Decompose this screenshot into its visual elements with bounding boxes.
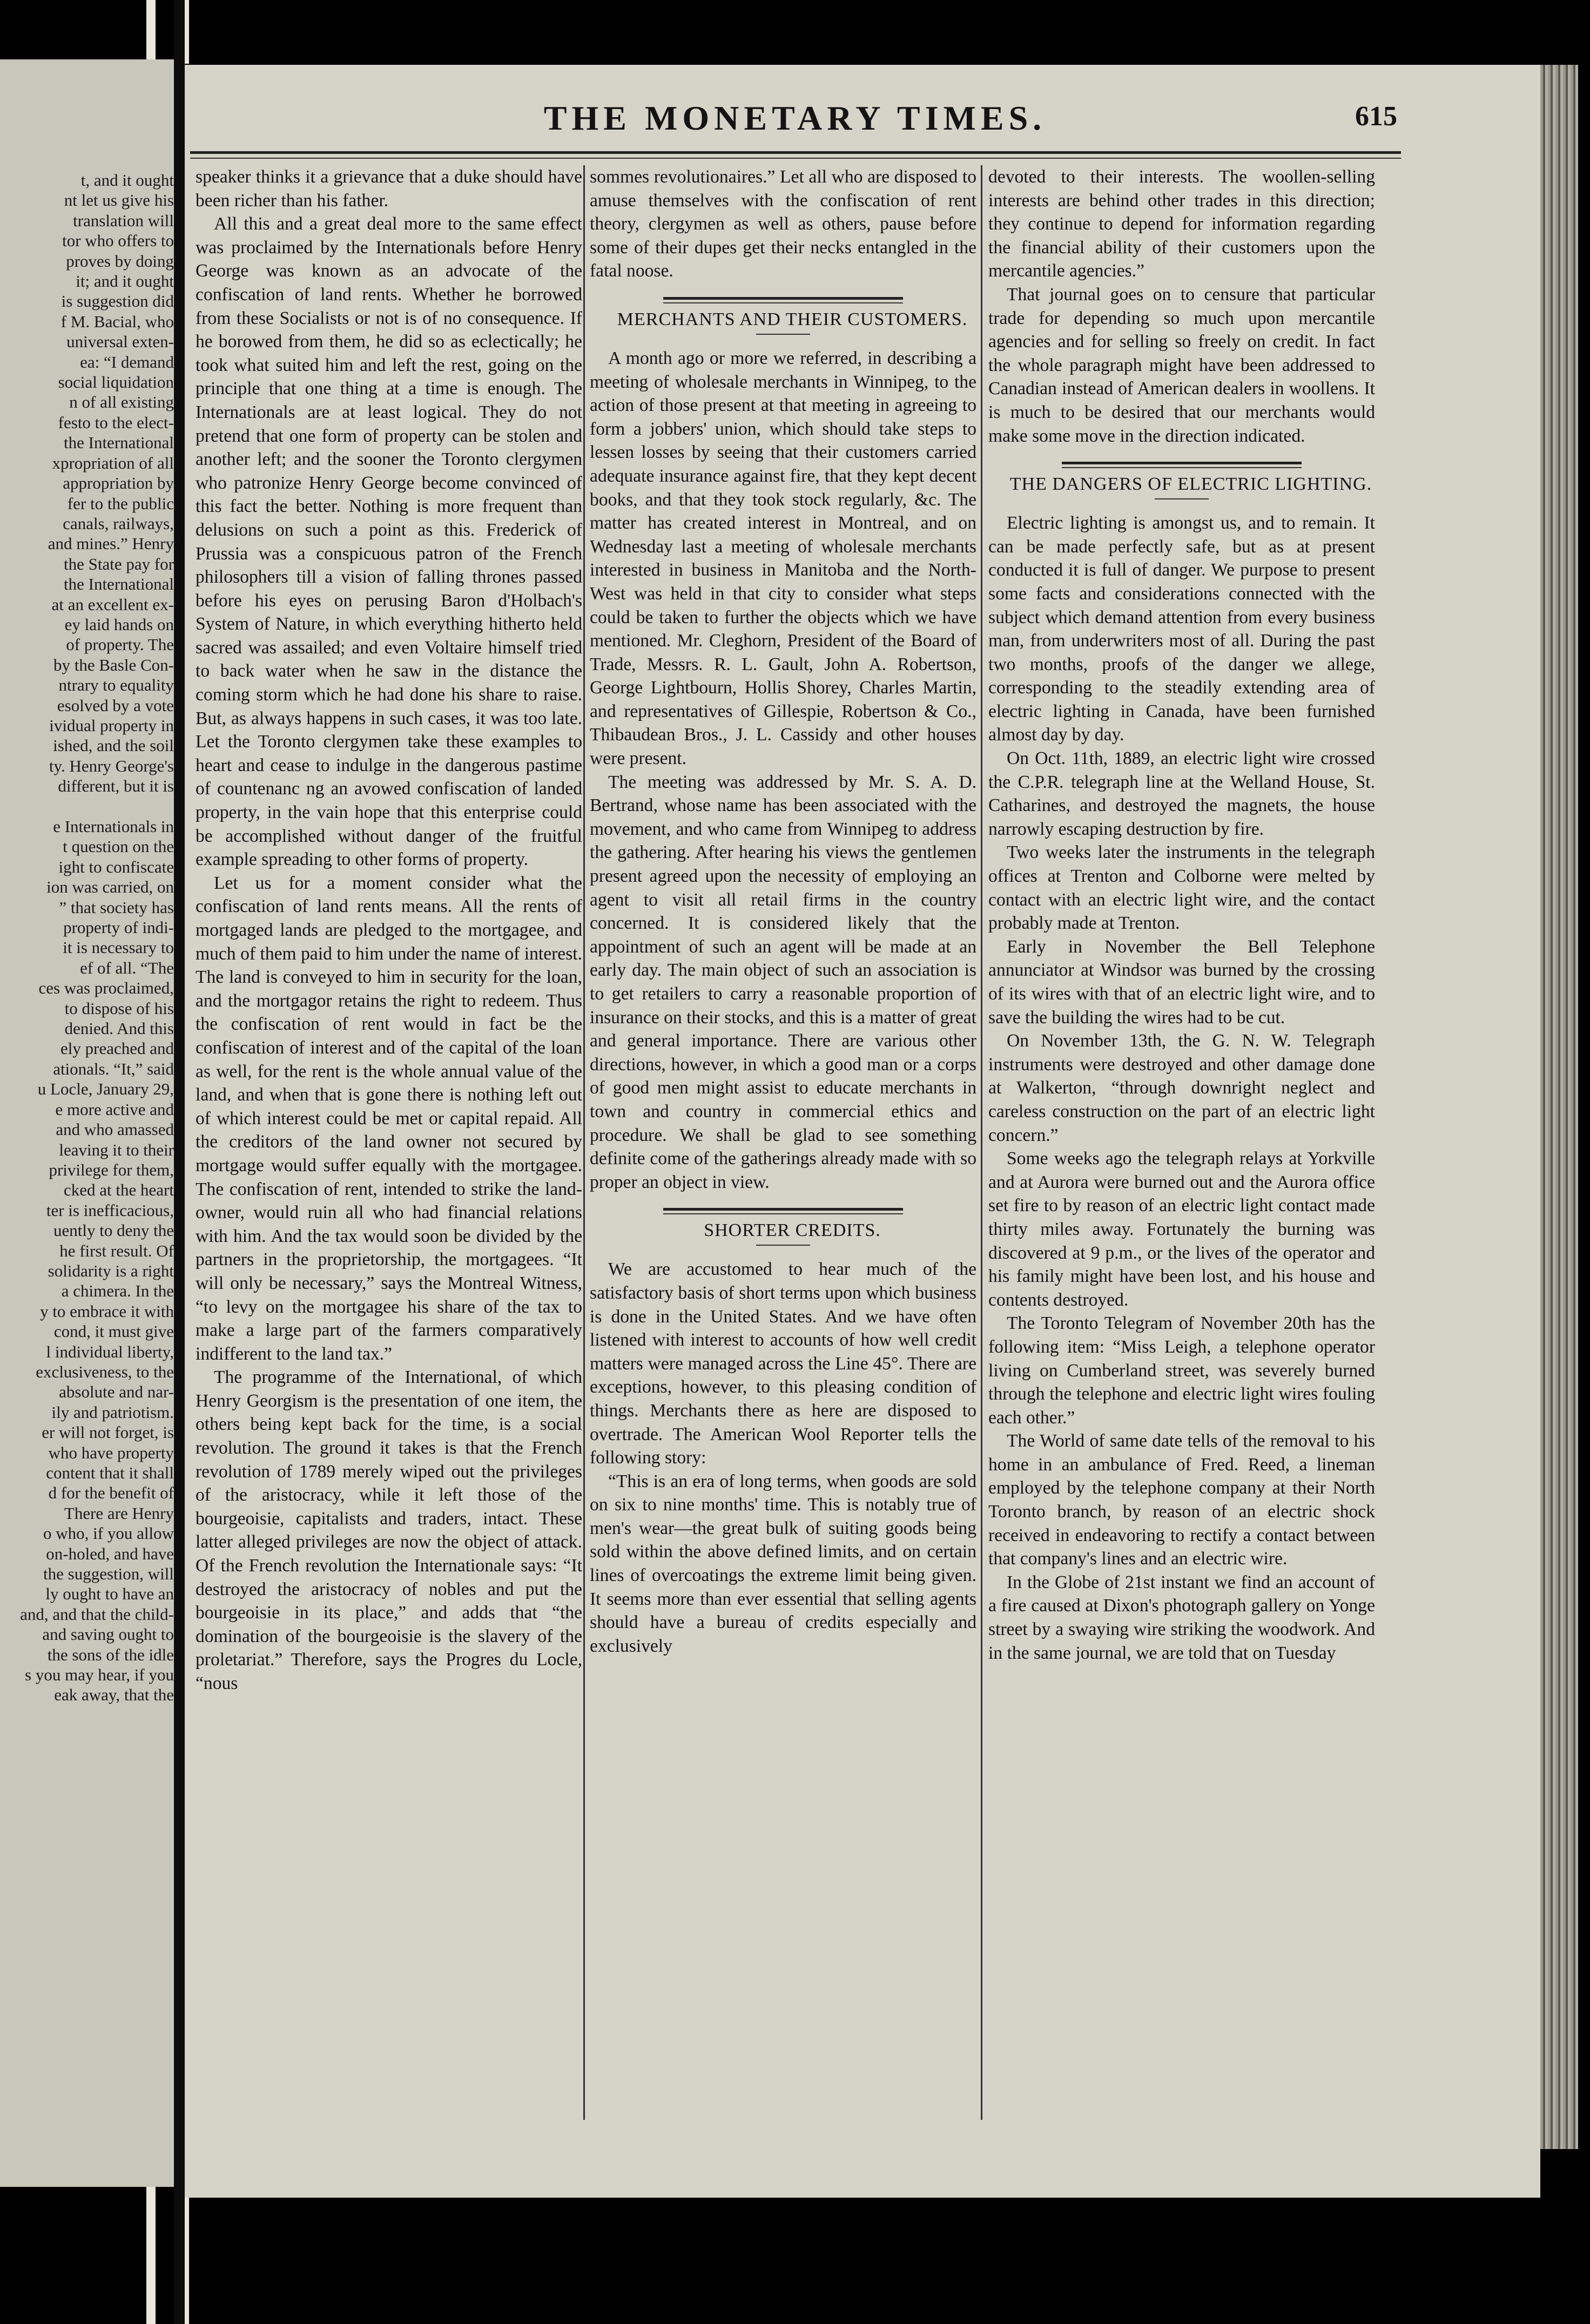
previous-page-line: to dispose of his <box>64 998 174 1018</box>
col1-paragraph: speaker thinks it a grievance that a duke should have been richer than his father. <box>196 167 582 211</box>
page-header <box>185 98 1540 141</box>
previous-page-line: nt let us give his <box>64 191 174 210</box>
previous-page-line: absolute and nar- <box>59 1382 174 1402</box>
previous-page-line: esolved by a vote <box>57 695 174 715</box>
previous-page-line: festo to the elect- <box>58 413 174 432</box>
previous-page-line: property of indi- <box>63 918 174 937</box>
col1-paragraph: The programme of the International, of which Henry Georgism is the presentation of one item, the others being kept back for the time, is a social revolution. The ground it takes is that the French revolution of 1789 merely wiped out the privileges of the aristocracy, while it left those of the bourgeoisie, capitalists and traders, intact. These latter alleged privileges are now the object of attack. Of the French revolution the Internationale says: “It destroyed the aristocracy of nobles and put the bourgeoisie in its place,” and adds that “the domination of the bourgeoisie is the slavery of the proletariat.” Therefore, says the Progres du Locle, “nous <box>196 1367 582 1693</box>
previous-page-line: and who amassed <box>56 1120 174 1139</box>
merchants-paragraph: A month ago or more we referred, in describing a meeting of wholesale merchants in Winnipeg, to the action of those present at that meeting in agreeing to form a jobbers' union, which should take steps to lessen losses by seeing that their customers carried adequate insurance against fire, that they kept decent books, and that they took stock regularly, &c. The matter has created interest in Montreal, and on Wednesday last a meeting of wholesale merchants interested in business in Manitoba and the North-West was held in that city to consider what steps could be taken to further the objects which we have mentioned. Mr. Cleghorn, President of the Board of Trade, Messrs. R. L. Gault, John A. Robertson, George Lightbourn, Hollis Shorey, Charles Martin, and representatives of Gillespie, Robertson & Co., Thibaudean Bros., J. L. Cassidy and other houses were present. <box>590 348 976 769</box>
previous-page-line: by the Basle Con- <box>53 655 174 674</box>
previous-page-line: proves by doing <box>66 251 174 271</box>
electric-paragraph: Early in November the Bell Telephone annunciator at Windsor was burned by the crossing of its wires with that of an electric light wire, and to save the building the wires had to be cut. <box>988 936 1375 1028</box>
previous-page-line: xpropriation of all <box>52 453 174 472</box>
col1-paragraph: Let us for a moment consider what the confiscation of land rents means. All the rents of mortgaged lands are pledged to the mortgagee, and much of them paid to him under the name of interest. The land is conveyed to him in security for the loan, and the mortgagor retains the right to redeem. Thus the confiscation of rent would in fact be the confiscation of interest and of the capital of the loan as well, for the rent is the whole annual value of the land, and when that is gone there is nothing left out of which interest could be met or capital repaid. All the creditors of the land owner not secured by mortgage would suffer equally with the mortgagee. The confiscation of rent, intended to strike the land-owner, would ruin all who had financial relations with him. And the tax would soon be divided by the partners in the proprietorship, the mortgagees. “It will only be necessary,” says the Montreal Witness, “to levy on the mortgagee his share of the tax to make a large part of the farmers comparatively indifferent to the land tax.” <box>196 873 582 1364</box>
previous-page-line: social liquidation <box>58 373 174 392</box>
merchants-heading: MERCHANTS AND THEIR CUSTOMERS. <box>617 309 968 329</box>
previous-page-line: exclusiveness, to the <box>36 1362 174 1381</box>
previous-page-line: who have property <box>48 1443 174 1462</box>
newspaper-page <box>185 65 1540 2198</box>
previous-page-line: eak away, that the <box>54 1685 174 1705</box>
previous-page-line: d for the benefit of <box>48 1483 174 1503</box>
previous-page-line: o who, if you allow <box>43 1524 174 1543</box>
previous-page-line: cked at the heart <box>64 1180 174 1200</box>
previous-page-line: translation will <box>73 211 174 230</box>
book-gutter <box>174 0 185 2324</box>
previous-page-line: and saving ought to <box>42 1625 174 1644</box>
electric-paragraph: On Oct. 11th, 1889, an electric light wire crossed the C.P.R. telegraph line at the Welland House, St. Catharines, and destroyed the magnets, the house narrowly escaping destruction by fire. <box>988 748 1375 839</box>
previous-page-line: canals, railways, <box>63 514 174 533</box>
previous-page-line: s you may hear, if you <box>25 1665 174 1685</box>
previous-page-text <box>0 170 174 1705</box>
previous-page-line: ea: “I demand <box>80 352 174 371</box>
previous-page-line: appropriation by <box>63 474 174 493</box>
previous-page-line: t, and it ought <box>80 171 174 190</box>
previous-page-line: ” that society has <box>59 897 174 917</box>
previous-page-line: solidarity is a right <box>48 1261 174 1280</box>
previous-page-line: ty. Henry George's <box>49 756 174 775</box>
col1-paragraph: All this and a great deal more to the same effect was proclaimed by the Internationals before Henry George was known as an advocate of the confiscation of land rents. Whether he borrowed from these Socialists or not is of no consequence. If he borowed from them, he did so as eclectically; he took what suited him and left the rest, going on the principle that one thing at a time is enough. The Internationals are at least logical. They do not pretend that one form of property can be stolen and another left; and the sooner the Toronto clergymen who patronize Henry George become convinced of this fact the better. Nothing is more frequent than delusions on such a point as this. Frederick of Prussia was a conspicuous patron of the French philosophers till a vision of falling thrones passed before his eyes on perusing Baron d'Holbach's System of Nature, in which everything hitherto held sacred was assailed; and even Voltaire himself tried to back water when he saw in the distance the coming storm which he had done his share to raise. But, as always happens in such cases, it was too late. Let the Toronto clergymen take these examples to heart and cease to indulge in the dangerous pastime of countenanc ng an avowed confiscation of landed property, in the vain hope that this enterprise could be accomplished without danger of the fruitful example spreading to other forms of property. <box>196 214 582 870</box>
credits-heading: SHORTER CREDITS. <box>704 1220 881 1241</box>
section-separator <box>663 1208 903 1214</box>
previous-page-line: t question on the <box>63 837 174 856</box>
section-separator <box>663 297 903 303</box>
header-rule-thick <box>190 151 1401 154</box>
column-2 <box>590 165 976 2163</box>
electric-heading: THE DANGERS OF ELECTRIC LIGHTING. <box>1009 474 1372 495</box>
previous-page-line: ter is inefficacious, <box>46 1200 174 1220</box>
previous-page-line: privilege for them, <box>49 1160 174 1179</box>
heading-underline <box>756 334 810 335</box>
previous-page-line: a chimera. In the <box>61 1281 174 1301</box>
previous-page-line: on-holed, and have <box>46 1544 174 1563</box>
previous-page-line <box>0 796 174 816</box>
page-number: 615 <box>1355 101 1397 132</box>
previous-page-line: he first result. Of <box>59 1241 174 1260</box>
previous-page-line: ey laid hands on <box>64 614 174 634</box>
previous-page-line: ished, and the soil <box>53 736 174 755</box>
electric-paragraph: The World of same date tells of the removal to his home in an ambulance of Fred. Reed, a lineman employed by the telephone company at their North Toronto branch, by reason of an electric shock received in endeavoring to rectify a contact between that company's lines and an electric wire. <box>988 1431 1375 1569</box>
previous-page-line: ely preached and <box>60 1039 174 1058</box>
electric-paragraph: Two weeks later the instruments in the telegraph offices at Trenton and Colborne were melted by contact with an electric light wire, and the contact probably made at Trenton. <box>988 842 1375 934</box>
col2-continuation: sommes revolutionaires.” Let all who are disposed to amuse themselves with the confiscation of rent theory, clergymen as well as others, pause before some of their dupes get their necks entangled in the fatal noose. <box>590 167 976 281</box>
electric-paragraph: On November 13th, the G. N. W. Telegraph instruments were destroyed and other damage done at Walkerton, “through downright neglect and careless construction on the part of an electric light concern.” <box>988 1031 1375 1145</box>
header-rule-thin <box>190 158 1401 159</box>
section-separator <box>1062 462 1302 468</box>
previous-page-line: y to embrace it with <box>40 1301 174 1321</box>
col3-continuation: devoted to their interests. The woollen-selling interests are behind other trades in this direction; they continue to depend for information regarding the financial ability of their customers upon the mercantile agencies.” <box>988 167 1375 281</box>
previous-page-line: tor who offers to <box>62 231 174 251</box>
previous-page-line: the International <box>64 433 174 452</box>
previous-page-line: universal exten- <box>66 332 174 352</box>
electric-paragraph: Electric lighting is amongst us, and to remain. It can be made perfectly safe, but as at present conducted it is full of danger. We purpose to present some facts and considerations connected with the subject which demand attention from every business man, from underwriters most of all. During the past two months, proofs of the danger we allege, corresponding to the steadily extending area of electric lighting in Canada, have been furnished almost day by day. <box>988 513 1375 745</box>
column-3 <box>988 165 1375 2163</box>
previous-page-line: content that it shall <box>46 1463 174 1482</box>
previous-page-line: leaving it to their <box>59 1140 174 1159</box>
column-1 <box>196 165 582 2163</box>
previous-page-line: l individual liberty, <box>46 1342 174 1361</box>
previous-page-line: e more active and <box>55 1099 174 1119</box>
col3-continuation-2: That journal goes on to censure that particular trade for depending so much upon mercantile agencies and for selling so freely on credit. In fact the whole paragraph might have been addressed to Canadian instead of American dealers in woollens. It is much to be desired that our merchants would make some move in the direction indicated. <box>988 284 1375 446</box>
previous-page-line: ationals. “It,” said <box>53 1059 174 1078</box>
previous-page-line: and, and that the child- <box>20 1604 174 1624</box>
electric-paragraph: Some weeks ago the telegraph relays at Yorkville and at Aurora were burned out and the Aurora office set fire to by reason of an electric light contact made thirty miles away. Fortunately the burning was discovered at 9 p.m., or the lives of the operator and his family might have been lost, and his house and contents destroyed. <box>988 1149 1375 1310</box>
previous-page-line: ight to confiscate <box>58 857 174 876</box>
previous-page-line: n of all existing <box>69 393 174 412</box>
electric-paragraph: In the Globe of 21st instant we find an account of a fire caused at Dixon's photograph gallery on Yonge street by a swaying wire striking the woodwork. And in the same journal, we are told that on Tuesday <box>988 1572 1375 1663</box>
column-rule-2 <box>981 165 982 2120</box>
previous-page-line: of property. The <box>66 635 174 654</box>
previous-page-line: f M. Bacial, who <box>60 312 174 331</box>
scan-tab-top-1 <box>146 0 156 64</box>
previous-page-line: There are Henry <box>64 1503 174 1523</box>
column-rule-1 <box>583 165 585 2120</box>
previous-page-line: it is necessary to <box>63 938 174 957</box>
previous-page-line: ividual property in <box>49 715 174 735</box>
credits-paragraph: “This is an era of long terms, when goods are sold on six to nine months' time. This is notably true of men's wear—the great bulk of suiting goods being sold within the above defined limits, and on certain lines of overcoatings the extreme limit being given. It seems more than ever essential that selling agents should have a bureau of credits especially and exclusively <box>590 1471 976 1656</box>
electric-paragraph: The Toronto Telegram of November 20th has the following item: “Miss Leigh, a telephone operator living on Cumberland street, was severely burned through the telephone and electric light wires fouling each other.” <box>988 1313 1375 1428</box>
previous-page-line: fer to the public <box>67 494 174 513</box>
previous-page-line: the suggestion, will <box>43 1564 174 1584</box>
previous-page-line: ces was proclaimed, <box>38 978 174 998</box>
previous-page-line: er will not forget, is <box>42 1423 174 1442</box>
heading-underline <box>756 1245 810 1246</box>
previous-page-line: u Locle, January 29, <box>37 1079 174 1099</box>
heading-underline <box>1155 498 1209 499</box>
previous-page-line: at an excellent ex- <box>51 594 174 614</box>
previous-page-line: ion was carried, on <box>46 877 174 897</box>
previous-page-line: ily and patriotism. <box>51 1402 174 1422</box>
previous-page-line: ef of all. “The <box>80 958 174 977</box>
running-title: THE MONETARY TIMES. <box>543 99 1047 137</box>
previous-page-line: denied. And this <box>64 1019 174 1038</box>
previous-page-line: e Internationals in <box>53 817 174 836</box>
previous-page-line: uently to deny the <box>53 1221 174 1240</box>
stacked-page-edges <box>1540 65 1578 2149</box>
previous-page-line: the International <box>64 575 174 594</box>
previous-page-line: ntrary to equality <box>58 675 174 695</box>
previous-page-line: different, but it is <box>58 776 174 796</box>
previous-page-line: cond, it must give <box>53 1322 174 1341</box>
merchants-paragraph: The meeting was addressed by Mr. S. A. D. Bertrand, whose name has been associated with the movement, and who came from Winnipeg to address the gathering. After hearing his views the gentlemen present agreed upon the necessity of employing an agent to visit all retail firms in the country concerned. It is considered likely that the appointment of such an agent will be made at an early day. The main object of such an association is to get retailers to carry a reasonable proportion of insurance on their stocks, and this is a matter of great and general importance. There are various other directions, however, in which a good man or a corps of good men might assist to educate merchants in town and country in commercial ethics and procedure. We shall be glad to see something definite come of the gatherings already made with so proper an object in view. <box>590 772 976 1192</box>
previous-page-line: ly ought to have an <box>45 1584 174 1604</box>
credits-paragraph: We are accustomed to hear much of the satisfactory basis of short terms upon which business is done in the United States. And we have often listened with interest to accounts of how well credit matters were managed across the Line 45°. There are exceptions, however, to this pleasing condition of things. Merchants there as here are disposed to overtrade. The American Wool Reporter tells the following story: <box>590 1259 976 1468</box>
previous-page-line: it; and it ought <box>76 272 174 291</box>
previous-page-line: and mines.” Henry <box>48 534 174 553</box>
previous-page-line: the sons of the idle <box>47 1645 174 1664</box>
previous-page-fragment <box>0 59 174 2187</box>
previous-page-line: is suggestion did <box>61 292 174 311</box>
previous-page-line: the State pay for <box>63 554 174 573</box>
